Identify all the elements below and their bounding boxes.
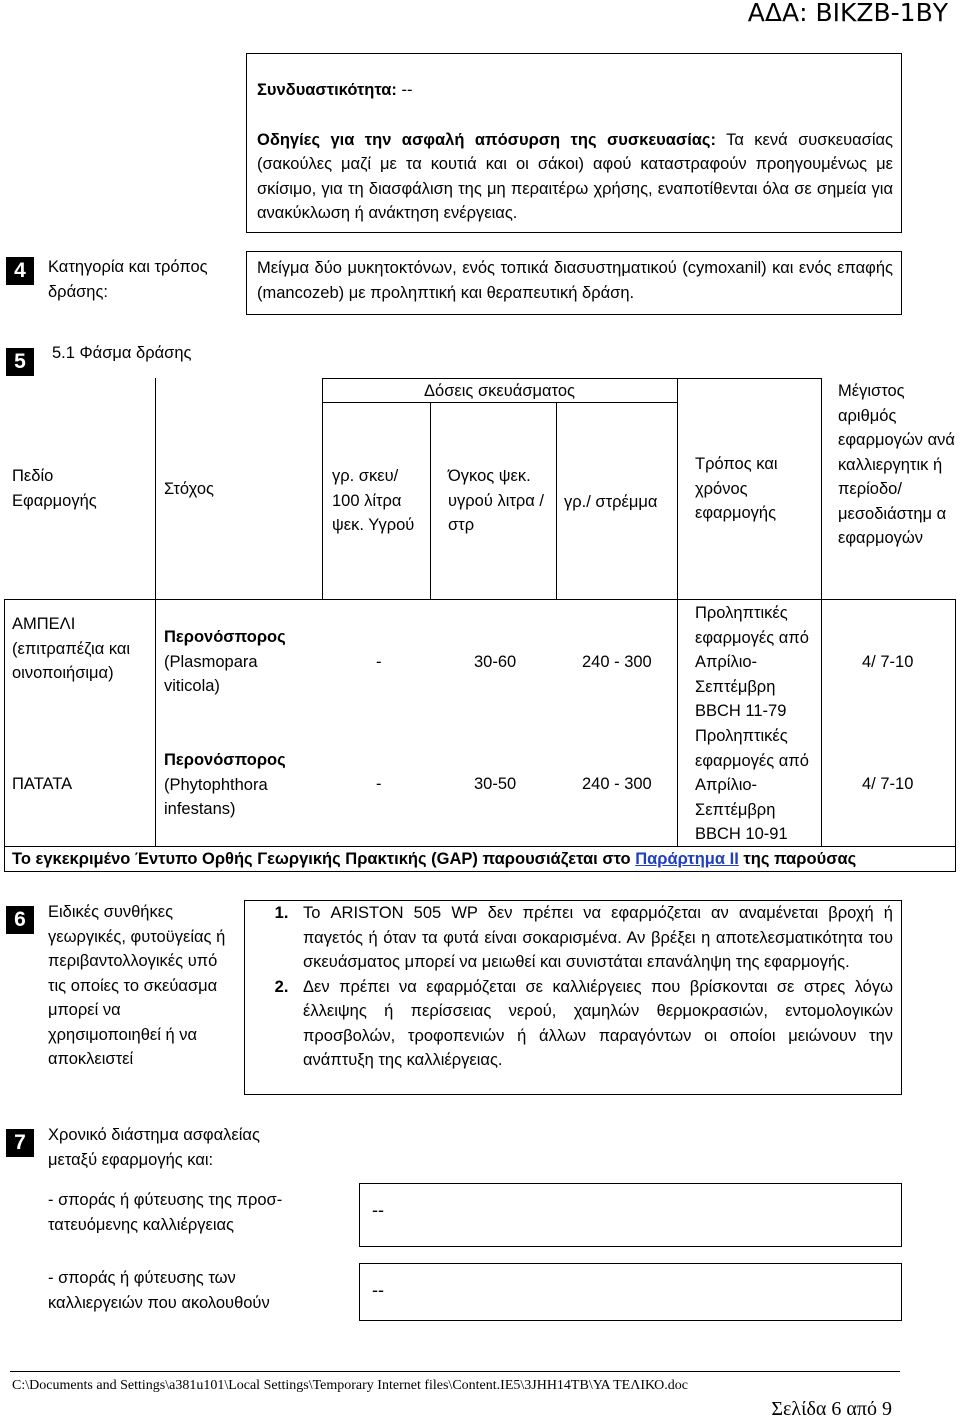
row2-volume: 30-50 xyxy=(474,775,517,793)
header-timing: Τρόπος και χρόνος εφαρμογής xyxy=(695,455,778,522)
section6-item-2: 2. Δεν πρέπει να εφαρμόζεται σε καλλιέργειες που βρίσκονται σε στρες λόγω έλλειψης ή περίσσειας νερού, χαμηλών θερμοκρασιών, εντομολογικών προσβολών, τροφοπενιών ή άλλων παραγόντων οι οποίοι μειώνουν την ανάπτυξη της καλλιέργειας. xyxy=(293,975,893,1073)
ada-code: ΑΔΑ: ΒΙΚΖΒ-1ΒΥ xyxy=(747,0,948,27)
header-dose-per-stremma: γρ./ στρέμμα xyxy=(564,493,658,511)
footer-file-path: C:\Documents and Settings\a381u101\Local Settings\Temporary Internet files\Content.IE5\3JHH14TB\ΥΑ ΤΕΛΙΚΟ.doc xyxy=(12,1378,688,1393)
section7-label: Χρονικό διάστημα ασφαλείας μεταξύ εφαρμογής και: xyxy=(48,1126,260,1169)
disposal-label: Οδηγίες για την ασφαλή απόσυρση της συσκευασίας: xyxy=(257,130,716,149)
section7-sowing-box xyxy=(359,1183,902,1247)
row1-volume: 30-60 xyxy=(474,653,517,671)
section4-label: Κατηγορία και τρόπος δράσης: xyxy=(48,258,208,301)
row2-field: ΠΑΤΑΤΑ xyxy=(12,775,73,793)
header-volume: Όγκος ψεκ. υγρού λιτρα / στρ xyxy=(448,467,544,534)
compat-label: Συνδυαστικότητα: xyxy=(257,81,397,99)
row2-target-latin: (Phytophthora infestans) xyxy=(164,775,268,818)
section6-item-1: 1. Το ARISTON 505 WP δεν πρέπει να εφαρμόζεται αν αναμένεται βροχή ή παγετός ή όταν τα φυτά είναι σοκαρισμένα. Αν βρέξει η αποτελεσματικότητα του σκευάσματος μπορεί να μειωθεί και συνιστάται επανάληψη της εφαρμογής. xyxy=(293,901,893,975)
compat-line xyxy=(257,78,893,103)
table-left-line xyxy=(4,599,5,871)
row2-timing: Προληπτικές εφαρμογές από Απρίλιο- Σεπτέμβρη BBCH 10-91 xyxy=(695,727,809,843)
section-number-5: 5 xyxy=(6,348,34,376)
disposal-text: Τα κενά συσκευασίας (σακούλες μαζί με τα κουτιά και οι σάκοι) αφού καταστραφούν προηγουμένως με σκίσιμο, για τη διασφάλιση της μη περαιτέρω χρήσης, εναποτίθενται όλα σε σημεία για ανακύκλωση ή ανάκτηση ενέργειας. xyxy=(257,130,893,222)
row1-timing: Προληπτικές εφαρμογές από Απρίλιο- Σεπτέμβρη BBCH 11-79 xyxy=(695,604,809,720)
section5-title: 5.1 Φάσμα δράσης xyxy=(52,344,192,362)
col-line-1 xyxy=(155,378,156,846)
row1-dose-per100: - xyxy=(376,653,382,671)
row2-target-name: Περονόσπορος xyxy=(164,751,286,769)
col-line-4 xyxy=(556,402,557,599)
section6-list xyxy=(267,901,893,1073)
section4-box xyxy=(246,251,902,315)
section-number-7: 7 xyxy=(6,1129,34,1157)
header-bottom-line xyxy=(4,599,956,600)
row1-target-latin: (Plasmopara viticola) xyxy=(164,652,258,695)
section-number-6: 6 xyxy=(6,906,34,934)
gap-text-pre: Το εγκεκριμένο Έντυπο Ορθής Γεωργικής Πρακτικής (GAP) παρουσιάζεται στο xyxy=(12,850,636,868)
section6-box xyxy=(244,900,902,1095)
footer-page-number: Σελίδα 6 από 9 xyxy=(771,1398,892,1420)
header-target: Στόχος xyxy=(164,480,215,498)
row1-target-name: Περονόσπορος xyxy=(164,628,286,646)
section7-next-label: - σποράς ή φύτευσης των καλλιεργειών που ακολουθούν xyxy=(48,1269,270,1312)
gap-annex-link[interactable]: Παράρτημα ΙΙ xyxy=(635,850,739,868)
col-line-6 xyxy=(821,378,822,846)
row1-max-apps: 4/ 7-10 xyxy=(862,653,914,671)
header-field: Πεδίο Εφαρμογής xyxy=(12,467,97,510)
col-line-2 xyxy=(322,378,323,599)
footer-rule xyxy=(10,1371,900,1372)
row2-max-apps: 4/ 7-10 xyxy=(862,775,914,793)
section7-sowing-label: - σποράς ή φύτευσης της προσ- τατευόμενης καλλιέργειας xyxy=(48,1191,283,1234)
row2-dose-per-stremma: 240 - 300 xyxy=(582,775,652,793)
section4-text: Μείγμα δύο μυκητοκτόνων, ενός τοπικά διασυστηματικού (cymoxanil) και ενός επαφής (mancozeb) με προληπτική και θεραπευτική δράση. xyxy=(257,259,893,302)
row2-target xyxy=(164,748,314,822)
table-right-line xyxy=(955,599,956,871)
header-dose-per100: γρ. σκευ/ 100 λίτρα ψεκ. Υγρού xyxy=(332,467,415,534)
col-line-5 xyxy=(677,378,678,846)
gap-text-post: της παρούσας xyxy=(738,850,857,868)
compat-box xyxy=(246,53,902,233)
compat-value: -- xyxy=(396,81,413,99)
header-max-apps: Μέγιστος αριθμός εφαρμογών ανά καλλιεργητικ ή περίοδο/ μεσοδιάστημ α εφαρμογών xyxy=(838,382,955,547)
disposal-paragraph xyxy=(257,128,893,226)
header-doses-group: Δόσεις σκευάσματος xyxy=(424,382,575,400)
row1-target xyxy=(164,625,304,699)
col-line-3 xyxy=(430,402,431,599)
row2-dose-per100: - xyxy=(376,775,382,793)
section6-label: Ειδικές συνθήκες γεωργικές, φυτοϋγείας ή περιβαντολλογικές υπό τις οποίες το σκεύασμα μπορεί να χρησιμοποιηθεί ή να αποκλειστεί xyxy=(48,903,226,1068)
row1-field: ΑΜΠΕΛΙ (επιτραπέζια και οινοποιήσιμα) xyxy=(12,615,131,682)
row1-dose-per-stremma: 240 - 300 xyxy=(582,653,652,671)
section7-next-value: -- xyxy=(372,1280,384,1300)
section7-next-box xyxy=(359,1263,902,1321)
section-number-4: 4 xyxy=(6,257,34,285)
gap-note xyxy=(12,847,856,872)
section7-sowing-value: -- xyxy=(372,1200,384,1220)
